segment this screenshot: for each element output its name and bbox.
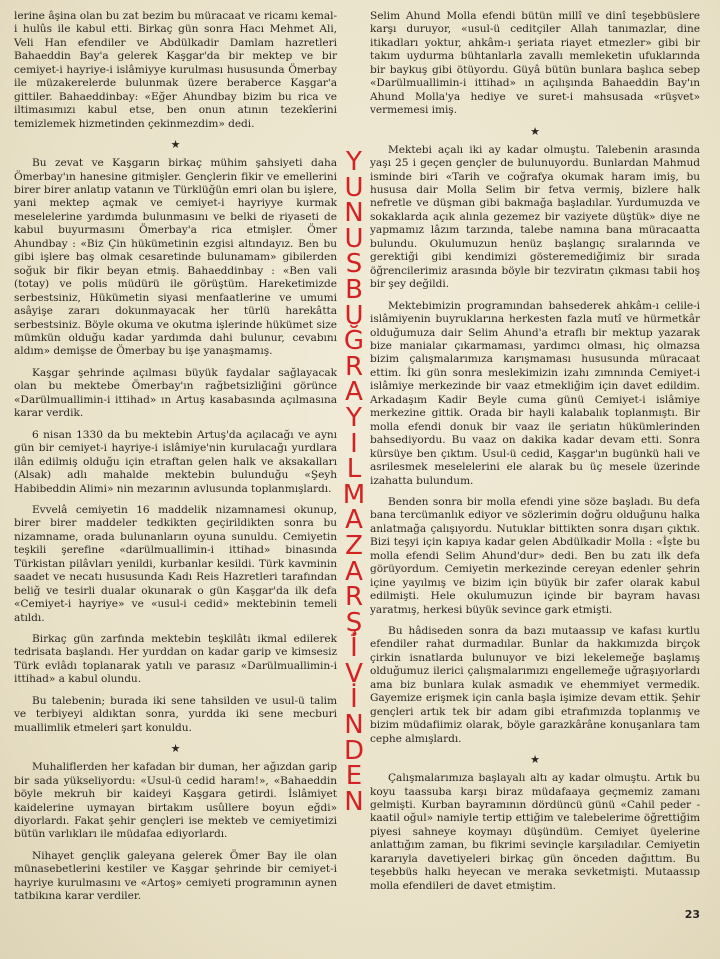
section-separator-star-icon: ★ [170, 742, 181, 756]
watermark-letter: U [344, 223, 364, 254]
vertical-watermark [339, 147, 369, 817]
watermark-letter: N [344, 786, 364, 817]
page-number: 23 [684, 908, 700, 921]
paragraph: Benden sonra bir molla efendi yine söze başladı. Bu defa bana tercümanlık ediyor ve sözlerimin doğru olduğunu halka anlatmağa çalışıyordu. Nutuklar bittikten sonra dışarı çıktık. Bizi teşyi için kapıya kadar gelen Abdülkadir Molla : «İşte bu molla efendi Selim Ahund'dur» dedi. Ben bu zatı ilk defa görüyordum. Cemiyetin merkezinde cereyan edenler şehrin içine yayılmış ve bizim için büyük bir zafer olarak kabul edilmişti. Hele okulumuzun içinde bir bayram havası yaratmış, herkesi büyük sevince gark etmişti. [370, 495, 700, 616]
section-separator-star-icon: ★ [530, 124, 540, 138]
watermark-letter: Ğ [343, 326, 365, 357]
watermark-letter: Y [346, 402, 362, 433]
watermark-letter: S [345, 249, 363, 280]
left-text-column [14, 10, 337, 912]
section-separator-star-icon: ★ [170, 138, 181, 152]
watermark-letter: İ [350, 684, 358, 715]
watermark-letter: Z [345, 530, 363, 561]
paragraph: Selim Ahund Molla efendi bütün millî ve dinî teşebbüslere karşı duruyor, «usul-ü ceditçiler Allah tanımazlar, dine itikadları yoktur, ahkâm-ı şeriata riayet etmezler» gibi bir takım uydurma bühtanlarla zavallı memleketin ufuklarında bir baykuş gibi ötüyordu. Güyâ bütün bunlara başlıca sebep «Darülmuallimin-i ittihad» ın açılışında Bahaeddin Bay'ın Ahund Molla'ya hediye ve suret-i mahsusada «rüşvet» vermemesi imiş. [370, 10, 700, 117]
paragraph: lerine âşina olan bu zat bezim bu müracaat ve ricamı kemal-i hulûs ile kabul etti. Birkaç gün sonra Hacı Mehmet Ali, Veli Han efendiler ve Abdülkadir Damlam hazretleri Bahaeddin Bay'a gelerek Kaşgar'da bir mektep ve bir cemiyet-i hayriye-i islâmiyye kurulması hususunda Ömerbay ile müzakerelerde bulunmak üzere beraberce Kaşgar'a gittiler. Bahaeddinbay: «Eğer Ahundbay bizim bu rica ve iltimasımızı kabul etse, ben onun atının tezekîerini temizlemek hizmetinden çekinmezdim» dedi. [14, 10, 337, 130]
watermark-letter: İ [350, 633, 358, 664]
paragraph: Bu talebenin; burada iki sene tahsilden ve usul-ü talim ve terbiyeyi aldıktan sonra, yurdda iki sene mecburi muallimlik etmeleri şart konuldu. [14, 694, 337, 734]
watermark-letter: A [345, 377, 363, 408]
watermark-letter: N [344, 198, 364, 229]
watermark-letter: R [344, 351, 364, 382]
right-text-column [370, 10, 700, 901]
watermark-letter: M [342, 479, 366, 510]
paragraph: Mektebimizin programından bahsederek ahkâm-ı celile-i islâmiyenin buyruklarına herkesten fazla mutî ve hürmetkâr olduğumuza dair Selim Ahund'a etraflı bir mektup yazarak bize manialar çıkarmaması, yardımcı olması, hiç olmazsa bizim çalışmalarımıza karışmaması hususunda müracaat ettim. İki gün sonra meslekimizin izahı zımnında Cemiyet-i islâmiye merkezinde bir vaaz etmekliğim için davet edildim. Arkadaşım Kadir Beyle cuma günü Cemiyet-i islâmiye merkezine gittik. Orada bir hayli kalabalık toplanmıştı. Bir molla efendi donuk bir vaaz ile şeriatın hükümlerinden bahsediyordu. Bu vaaz on dakika kadar devam etti. Sonra kürsüye ben çıktım. Usul-ü cedid, Kaşgar'ın bugünkü hali ve asrilesmek meselelerini ele alarak bu üç mesele üzerinde izahatta bulundum. [370, 299, 700, 487]
paragraph: Bu hâdiseden sonra da bazı mutaassıp ve kafası kurtlu efendiler rahat durmadılar. Bunlar da hakkımızda birçok çirkin isnatlarda bulunuyor ve bizi lekelemeğe başlamış olduğumuz ilerici çalışmalarımızı engellemeğe uğraşıyorlardı ama biz bunlara kulak asmadık ve ehemmiyet vermedik. Gayemize erişmek için canla başla işimize devam ettik. Şehir gençleri artık tek bir adam gibi etrafımızda toplanmış ve bizim müdafiimiz olarak, böyle garazkârâne konuşanlara tam cephe almışlardı. [370, 625, 700, 745]
watermark-letter: D [343, 735, 365, 766]
watermark-letter: U [344, 172, 364, 203]
watermark-letter: A [345, 505, 363, 536]
watermark-letter: R [344, 582, 364, 613]
watermark-letter: N [344, 710, 364, 741]
paragraph: Evvelâ cemiyetin 16 maddelik nizamnamesi okunup, birer birer maddeler tedkikten geçirildikten sonra bu nizamname, orada bulunanların oyuna sunuldu. Cemiyetin teşkili şerefine «darülmuallimin-i ittihad» binasında Türkistan pilâvları yenildi, kurbanlar kesildi. Türk kavminin saadet ve necatı hususunda Kadı Reis Hazretleri tarafından beliğ ve tesirli dualar okunarak o gün Kaşgar'da ilk defa «Cemiyet-i hayriye» ve «usul-i cedid» mektebinin temeli atıldı. [14, 503, 337, 624]
section-separator-star-icon: ★ [530, 753, 540, 767]
watermark-letter: E [345, 761, 363, 792]
paragraph: Birkaç gün zarfında mektebin teşkilâtı ikmal edilerek tedrisata başlandı. Her yurddan on kadar garip ve kimsesiz Türk evlâdı toplanarak yatılı ve parasız «Darülmuallimin-i ittihad» a kabul olundu. [14, 633, 337, 686]
paragraph: Mektebi açalı iki ay kadar olmuştu. Talebenin arasında yaşı 25 i geçen gençler de bulunuyordu. Bunlardan Mahmud isminde biri «Tarih ve coğrafya okumak haram imiş, bu hususa dair Molla Selim bir fetva vermiş, bizlere halk nefretle ve düşman gibi bakmağa başladılar. Yurdumuzda ve sokaklarda açık alınla gezemez bir vaziyete düştük» diye ne yapmamız lâzım tarzında, talebe namına bana müracaatta bulundu. Okulumuzun henüz başlangıç sıralarında ve gerektiği gibi kendimizi gösteremediğimiz bir sırada öğrencilerimiz arasında böyle bir tezviratın çıkması tabii hoş bir şey değildi. [370, 143, 700, 291]
paragraph: Kaşgar şehrinde açılması büyük faydalar sağlayacak olan bu mektebe Ömerbay'ın rağbetsizliğini görünce «Darülmuallimin-i ittihad» ın Artuş kasabasında açılmasına karar verdik. [14, 366, 337, 420]
watermark-letter: B [345, 274, 363, 305]
watermark-letter: I [350, 428, 358, 459]
watermark-letter: Ş [345, 607, 363, 638]
paragraph: 6 nisan 1330 da bu mektebin Artuş'da açılacağı ve aynı gün bir cemiyet-i hayriye-i islâmiye'nin kurulacağı yurdlara ilân edilmiş olduğu için etraftan gelen halk ve aksakalları (Alsak) adlı mahalde mektebin bulunduğu «Şeyh Habibeddin Alimi» nin mezarının avlusunda toplanmışlardı. [14, 428, 337, 495]
paragraph: Nihayet gençlik galeyana gelerek Ömer Bay ile olan münasebetlerini kestiler ve Kaşgar şehrinde bir cemiyet-i hayriye kurulmasını ve «Artoş» cemiyeti programının aynen tatbikına karar verdiler. [14, 849, 337, 903]
paragraph: Bu zevat ve Kaşgarın birkaç mühim şahsiyeti daha Ömerbay'ın hanesine gitmişler. Gençlerin fikir ve emellerini birer birer anlatıp vatanın ve Türklüğün emri olan bu işlere, yani mektep açmak ve cemiyet-i hayriyye kurmak meselelerine yardımda bulunmasını ve belki de riyaseti de kabul buyurmasını Ömerbay'a rica etmişler. Ömer Ahundbay : «Biz Çin hükümetinin ezgisi altındayız. Ben bu gibi işlere baş olmak cesaretinde bulunamam» gibilerden soğuk bir fikir beyan etmiş. Bahaeddinbay : «Ben vali (totay) ve polis müdürü ile görüştüm. Hareketimizde serbestsiniz, Hükümetin siyasi menfaatlerine ve umumi asâyişe zararı dokunmayacak her türlü harekâtta serbestsiniz. Böyle okuma ve okutma işlerinde hükümet size mümkün olduğu kadar yardımda dahi bulunur, cevabını aldım» demişse de Ömerbay bu işe yanaşmamış. [14, 157, 337, 358]
watermark-letter: L [346, 454, 362, 485]
paragraph: Muhaliflerden her kafadan bir duman, her ağızdan garip bir sada yükseliyordu: «Usul-ü cedid haram!», «Bahaeddin böyle mekruh bir kaideyi Kaşgara getirdi. İslâmiyet kaidelerine uymayan birtakım usûllere boyun eğdi» diyorlardı. Fakat şehir gençleri ise mekteb ve cemiyetimizi bütün varlıkları ile müdafaa ediyorlardı. [14, 761, 337, 841]
paragraph: Çalışmalarımıza başlayalı altı ay kadar olmuştu. Artık bu koyu taassuba karşı biraz müdafaaya geçmemiz zamanı gelmişti. Kurban bayramının dördüncü günü «Cahil peder - kaatil oğul» namiyle tertip ettiğim ve talebelerime öğrettiğim piyesi sahneye koymayı düşündüm. Cemiyet üyelerine anlattığım zaman, bu fikrimi sevinçle karşıladılar. Cemiyetin kararıyla davetiyeleri birkaç gün önceden dağıttım. Bu teşebbüs halkı heyecan ve meraka sevketmişti. Mutaassıp molla efendileri de davet etmiştim. [370, 772, 700, 892]
watermark-letter: Y [346, 147, 362, 177]
watermark-letter: V [345, 658, 363, 689]
watermark-letter: U [344, 300, 364, 331]
watermark-letter: A [345, 556, 363, 587]
